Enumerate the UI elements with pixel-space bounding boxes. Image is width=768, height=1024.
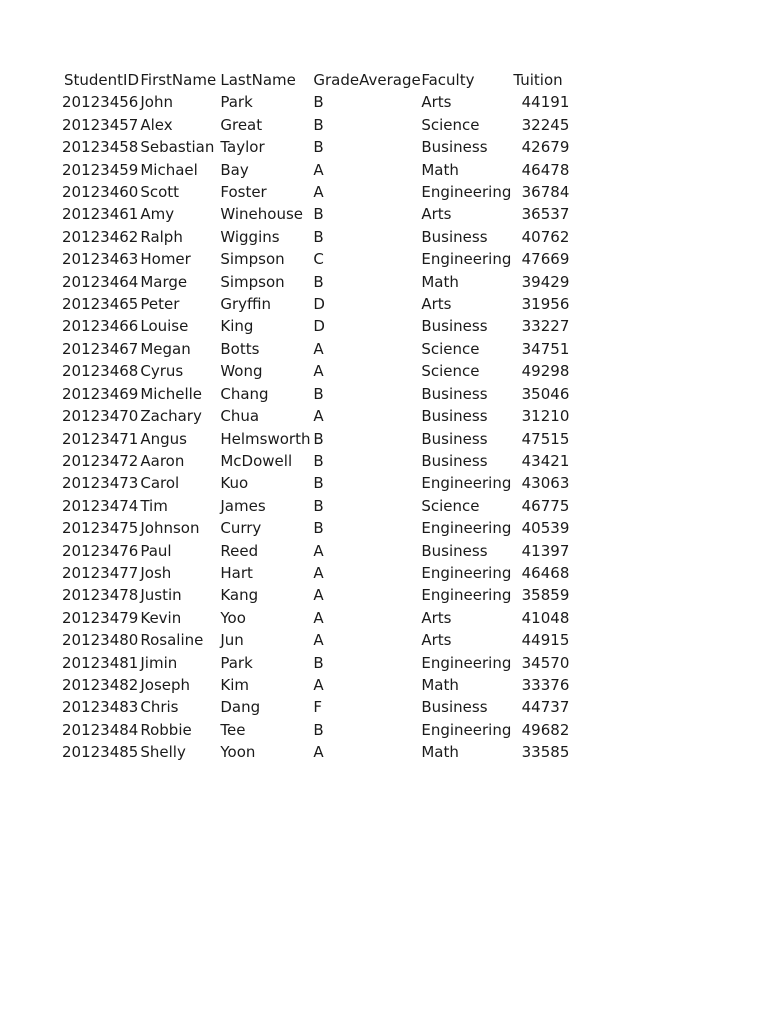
faculty-cell: Engineering [421,653,512,672]
faculty-cell: Engineering [421,474,512,493]
tuition-cell: 49298 [521,362,570,381]
tuition-cell: 40762 [521,227,570,246]
faculty-cell: Business [421,407,488,426]
student-id-cell: 20123459 [62,160,139,179]
student-id-cell: 20123476 [62,541,139,560]
first-name-cell: Paul [140,541,172,560]
table-row [62,315,569,337]
first-name-cell: Chris [140,698,179,717]
faculty-cell: Arts [421,295,452,314]
last-name-cell: Reed [220,541,259,560]
first-name-cell: Tim [140,496,168,515]
tuition-cell: 44915 [521,631,570,650]
table-row [62,495,569,517]
first-name-cell: Ralph [140,227,183,246]
table-row [62,360,569,382]
header-first-name: FirstName [140,71,217,89]
faculty-cell: Science [421,362,480,381]
tuition-cell: 35859 [521,586,570,605]
last-name-cell: Park [220,653,253,672]
last-name-cell: Gryffin [220,295,272,314]
student-id-cell: 20123474 [62,496,139,515]
header-grade-average: GradeAverage [313,71,421,89]
first-name-cell: Shelly [140,743,186,762]
faculty-cell: Arts [421,608,452,627]
table-row [62,181,569,203]
student-id-cell: 20123472 [62,451,139,470]
table-row [62,629,569,651]
grade-average-cell: B [313,496,324,515]
first-name-cell: Kevin [140,608,182,627]
student-id-cell: 20123464 [62,272,139,291]
faculty-cell: Business [421,451,488,470]
last-name-cell: Botts [220,339,260,358]
tuition-cell: 32245 [521,115,570,134]
faculty-cell: Science [421,339,480,358]
first-name-cell: Michelle [140,384,203,403]
grade-average-cell: B [313,474,324,493]
table-row [62,383,569,405]
tuition-cell: 43063 [521,474,570,493]
header-faculty: Faculty [421,71,475,89]
faculty-cell: Engineering [421,563,512,582]
grade-average-cell: A [313,586,324,605]
tuition-cell: 40539 [521,519,570,538]
last-name-cell: Simpson [220,272,285,291]
student-id-cell: 20123485 [62,743,139,762]
tuition-cell: 33585 [521,743,570,762]
last-name-cell: Great [220,115,263,134]
table-row [62,91,569,113]
student-id-cell: 20123470 [62,407,139,426]
table-row [62,562,569,584]
tuition-cell: 43421 [521,451,570,470]
tuition-cell: 34570 [521,653,570,672]
tuition-cell: 44191 [521,93,570,112]
grade-average-cell: B [313,227,324,246]
table-row [62,159,569,181]
first-name-cell: Amy [140,205,175,224]
student-id-cell: 20123482 [62,675,139,694]
grade-average-cell: B [313,272,324,291]
first-name-cell: Peter [140,295,180,314]
table-row [62,741,569,763]
last-name-cell: Winehouse [220,205,303,224]
grade-average-cell: A [313,675,324,694]
last-name-cell: Chua [220,407,260,426]
header-student-id: StudentID [64,71,140,89]
student-table [62,69,569,764]
first-name-cell: Robbie [140,720,192,739]
faculty-cell: Engineering [421,250,512,269]
tuition-cell: 36784 [521,183,570,202]
last-name-cell: Wong [220,362,263,381]
grade-average-cell: B [313,519,324,538]
table-row [62,540,569,562]
student-id-cell: 20123475 [62,519,139,538]
last-name-cell: Yoon [220,743,256,762]
grade-average-cell: A [313,631,324,650]
table-row [62,652,569,674]
grade-average-cell: B [313,205,324,224]
student-id-cell: 20123483 [62,698,139,717]
first-name-cell: Sebastian [140,138,215,157]
faculty-cell: Business [421,138,488,157]
tuition-cell: 33227 [521,317,570,336]
tuition-cell: 36537 [521,205,570,224]
first-name-cell: Johnson [140,519,200,538]
faculty-cell: Engineering [421,519,512,538]
tuition-cell: 46478 [521,160,570,179]
student-id-cell: 20123480 [62,631,139,650]
grade-average-cell: A [313,743,324,762]
grade-average-cell: A [313,160,324,179]
first-name-cell: Josh [140,563,172,582]
grade-average-cell: A [313,339,324,358]
tuition-cell: 47669 [521,250,570,269]
grade-average-cell: A [313,541,324,560]
grade-average-cell: F [313,698,322,717]
table-row [62,450,569,472]
faculty-cell: Business [421,698,488,717]
tuition-cell: 39429 [521,272,570,291]
tuition-cell: 31210 [521,407,570,426]
faculty-cell: Math [421,675,459,694]
last-name-cell: Bay [220,160,249,179]
grade-average-cell: C [313,250,324,269]
student-id-cell: 20123457 [62,115,139,134]
student-id-cell: 20123479 [62,608,139,627]
tuition-cell: 49682 [521,720,570,739]
last-name-cell: Park [220,93,253,112]
table-row [62,293,569,315]
student-id-cell: 20123484 [62,720,139,739]
table-row [62,405,569,427]
header-last-name: LastName [220,71,296,89]
first-name-cell: John [140,93,173,112]
first-name-cell: Alex [140,115,173,134]
last-name-cell: Simpson [220,250,285,269]
first-name-cell: Zachary [140,407,202,426]
faculty-cell: Arts [421,205,452,224]
student-id-cell: 20123463 [62,250,139,269]
last-name-cell: King [220,317,254,336]
first-name-cell: Joseph [140,675,191,694]
first-name-cell: Rosaline [140,631,204,650]
student-id-cell: 20123460 [62,183,139,202]
first-name-cell: Homer [140,250,191,269]
student-id-cell: 20123469 [62,384,139,403]
tuition-cell: 31956 [521,295,570,314]
grade-average-cell: A [313,563,324,582]
table-row [62,203,569,225]
faculty-cell: Business [421,227,488,246]
first-name-cell: Angus [140,429,187,448]
tuition-cell: 42679 [521,138,570,157]
grade-average-cell: A [313,183,324,202]
faculty-cell: Math [421,272,459,291]
table-row [62,607,569,629]
faculty-cell: Engineering [421,720,512,739]
grade-average-cell: A [313,608,324,627]
last-name-cell: Dang [220,698,261,717]
table-row [62,517,569,539]
header-tuition: Tuition [513,71,563,89]
last-name-cell: James [220,496,266,515]
last-name-cell: Taylor [220,138,265,157]
student-id-cell: 20123473 [62,474,139,493]
last-name-cell: Yoo [220,608,246,627]
last-name-cell: Kuo [220,474,249,493]
last-name-cell: Kim [220,675,249,694]
grade-average-cell: B [313,384,324,403]
table-row [62,584,569,606]
last-name-cell: Tee [220,720,246,739]
first-name-cell: Cyrus [140,362,184,381]
last-name-cell: Helmsworth [220,429,311,448]
table-row [62,674,569,696]
grade-average-cell: B [313,653,324,672]
table-row [62,271,569,293]
tuition-cell: 44737 [521,698,570,717]
student-id-cell: 20123458 [62,138,139,157]
faculty-cell: Engineering [421,183,512,202]
student-id-cell: 20123461 [62,205,139,224]
last-name-cell: Curry [220,519,262,538]
last-name-cell: Chang [220,384,269,403]
first-name-cell: Justin [140,586,182,605]
grade-average-cell: A [313,407,324,426]
student-id-cell: 20123481 [62,653,139,672]
grade-average-cell: B [313,138,324,157]
grade-average-cell: D [313,295,325,314]
table-row [62,136,569,158]
table-row [62,719,569,741]
table-row [62,696,569,718]
faculty-cell: Business [421,541,488,560]
first-name-cell: Louise [140,317,189,336]
first-name-cell: Scott [140,183,180,202]
faculty-cell: Arts [421,631,452,650]
table-row [62,226,569,248]
grade-average-cell: B [313,429,324,448]
student-id-cell: 20123467 [62,339,139,358]
grade-average-cell: B [313,720,324,739]
faculty-cell: Arts [421,93,452,112]
grade-average-cell: B [313,93,324,112]
grade-average-cell: B [313,115,324,134]
faculty-cell: Math [421,743,459,762]
faculty-cell: Engineering [421,586,512,605]
last-name-cell: Hart [220,563,253,582]
faculty-cell: Science [421,115,480,134]
student-id-cell: 20123456 [62,93,139,112]
student-id-cell: 20123468 [62,362,139,381]
student-id-cell: 20123471 [62,429,139,448]
first-name-cell: Carol [140,474,180,493]
first-name-cell: Jimin [140,653,178,672]
faculty-cell: Business [421,384,488,403]
last-name-cell: Wiggins [220,227,280,246]
student-id-cell: 20123477 [62,563,139,582]
tuition-cell: 33376 [521,675,570,694]
last-name-cell: McDowell [220,451,293,470]
last-name-cell: Jun [220,631,244,650]
tuition-cell: 46775 [521,496,570,515]
last-name-cell: Foster [220,183,267,202]
grade-average-cell: A [313,362,324,381]
grade-average-cell: D [313,317,325,336]
student-id-cell: 20123466 [62,317,139,336]
tuition-cell: 35046 [521,384,570,403]
faculty-cell: Science [421,496,480,515]
table-row [62,472,569,494]
first-name-cell: Michael [140,160,198,179]
table-row [62,428,569,450]
first-name-cell: Aaron [140,451,185,470]
faculty-cell: Business [421,317,488,336]
first-name-cell: Megan [140,339,191,358]
grade-average-cell: B [313,451,324,470]
table-row [62,248,569,270]
table-row [62,338,569,360]
student-id-cell: 20123478 [62,586,139,605]
tuition-cell: 46468 [521,563,570,582]
faculty-cell: Business [421,429,488,448]
last-name-cell: Kang [220,586,259,605]
tuition-cell: 34751 [521,339,570,358]
table-row [62,114,569,136]
student-id-cell: 20123465 [62,295,139,314]
student-id-cell: 20123462 [62,227,139,246]
tuition-cell: 47515 [521,429,570,448]
tuition-cell: 41048 [521,608,570,627]
header-row [62,69,569,91]
faculty-cell: Math [421,160,459,179]
tuition-cell: 41397 [521,541,570,560]
first-name-cell: Marge [140,272,188,291]
